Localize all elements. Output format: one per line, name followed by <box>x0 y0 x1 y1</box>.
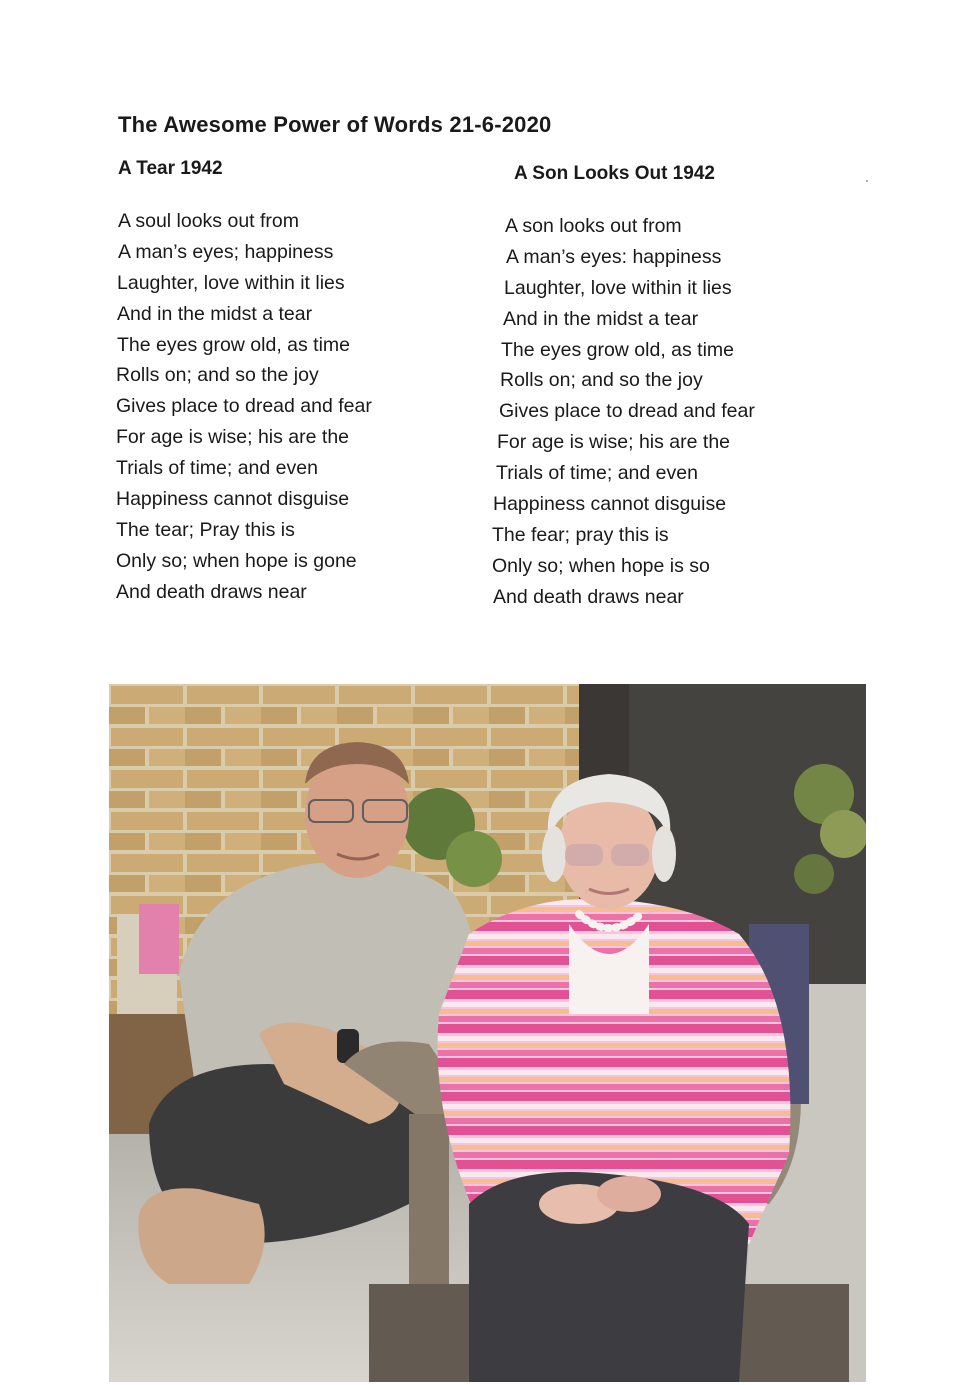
scan-speck <box>866 180 868 182</box>
poem-line: Trials of time; and even <box>496 462 698 485</box>
poem-line: The eyes grow old, as time <box>501 338 735 361</box>
poem-line: Rolls on; and so the joy <box>500 369 703 392</box>
poem-line: Laughter, love within it lies <box>504 276 732 299</box>
photo-of-man-and-elderly-woman-icon <box>109 684 866 1382</box>
poem-line: Only so; when hope is so <box>492 554 710 577</box>
document-title: The Awesome Power of Words 21-6-2020 <box>118 112 552 137</box>
poem-line: The fear; pray this is <box>492 523 669 546</box>
poem-line: A man’s eyes; happiness <box>118 240 334 263</box>
poem-line: Only so; when hope is gone <box>116 549 357 572</box>
poem-title: A Tear 1942 <box>118 158 223 179</box>
poem-line: For age is wise; his are the <box>497 431 731 454</box>
photo <box>109 684 866 1382</box>
poem-line: Gives place to dread and fear <box>499 400 755 423</box>
poem-line: Rolls on; and so the joy <box>116 364 319 387</box>
poem-line: Laughter, love within it lies <box>117 271 345 294</box>
poem-line: Happiness cannot disguise <box>493 493 727 516</box>
poem-line: And death draws near <box>493 585 684 608</box>
poem-lines <box>116 206 476 608</box>
poem-line: Happiness cannot disguise <box>116 488 350 511</box>
poem-line: For age is wise; his are the <box>116 426 350 449</box>
poem-line: And in the midst a tear <box>503 307 699 330</box>
poem-line: Gives place to dread and fear <box>116 395 372 418</box>
poem-lines <box>492 211 852 613</box>
poem-a-tear <box>116 158 476 608</box>
poem-line: Trials of time; and even <box>116 457 318 480</box>
poem-line: A soul looks out from <box>118 210 300 232</box>
poem-line: And in the midst a tear <box>117 302 313 325</box>
poem-line: The tear; Pray this is <box>116 518 295 541</box>
poem-a-son-looks-out <box>492 163 852 613</box>
poem-line: A man’s eyes: happiness <box>506 245 722 268</box>
poem-line: And death draws near <box>116 580 307 603</box>
poem-line: The eyes grow old, as time <box>117 333 351 356</box>
poem-line: A son looks out from <box>505 215 682 237</box>
poem-title: A Son Looks Out 1942 <box>514 163 715 184</box>
